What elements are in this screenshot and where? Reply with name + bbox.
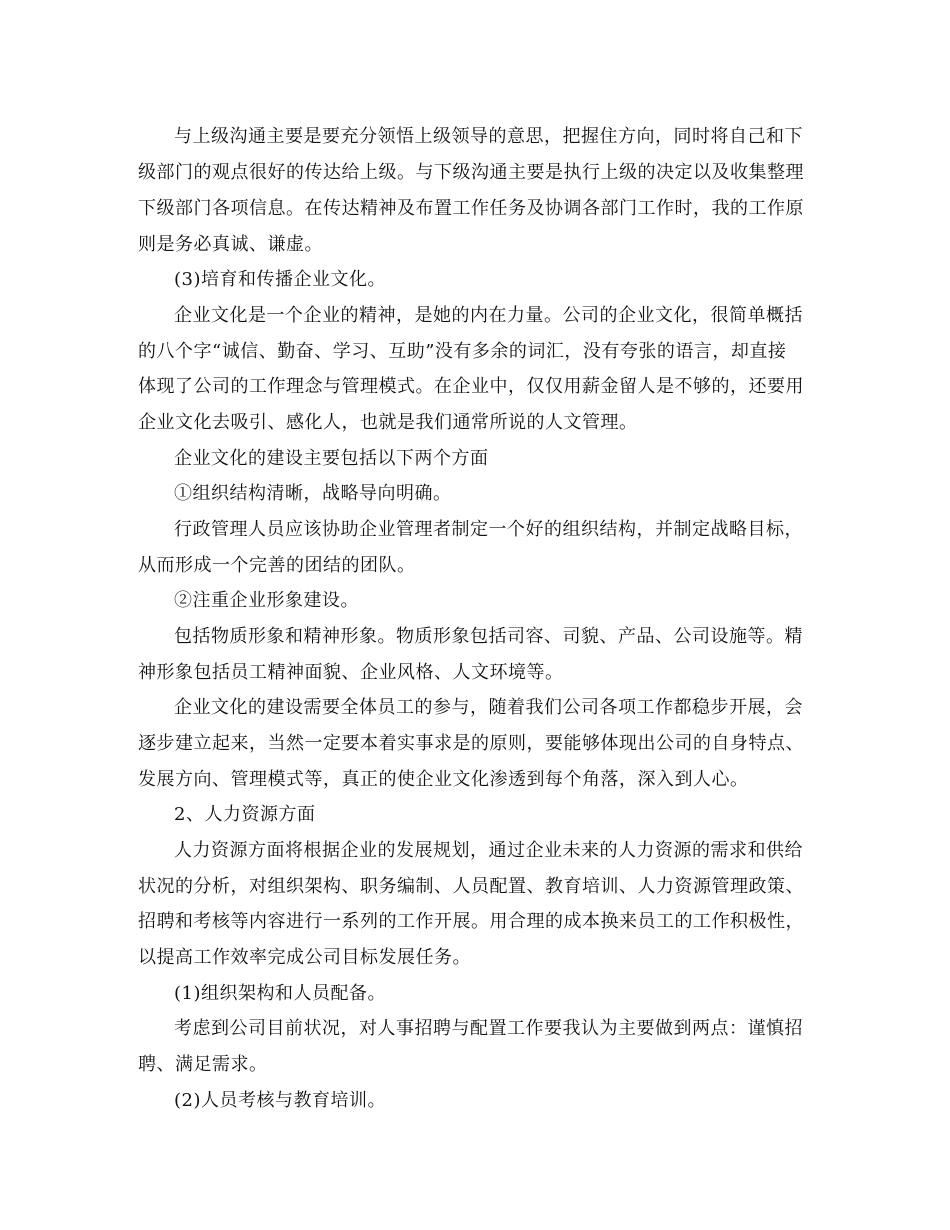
text-line: 神形象包括员工精神面貌、企业风格、人文环境等。 (138, 662, 564, 683)
text-line: 行政管理人员应该协助企业管理者制定一个好的组织结构，并制定战略目标， (174, 519, 803, 540)
text-line: 企业文化是一个企业的精神，是她的内在力量。公司的企业文化，很简单概括 (174, 305, 803, 326)
text-line: 与上级沟通主要是要充分领悟上级领导的意思，把握住方向，同时将自己和下 (174, 126, 803, 147)
text-line: 下级部门各项信息。在传达精神及布置工作任务及协调各部门工作时，我的工作原 (138, 198, 804, 219)
text-line: ①组织结构清晰，战略导向明确。 (174, 483, 452, 504)
text-line: 2、人力资源方面 (174, 804, 316, 825)
text-line: 从而形成一个完善的团结的团队。 (138, 555, 416, 576)
text-line: 的八个字“诚信、勤奋、学习、互助”没有多余的词汇，没有夸张的语言，却直接 (138, 341, 787, 362)
text-line: 企业文化去吸引、感化人，也就是我们通常所说的人文管理。 (138, 412, 638, 433)
text-line: 包括物质形象和精神形象。物质形象包括司容、司貌、产品、公司设施等。精 (174, 626, 803, 647)
text-line: (1)组织架构和人员配备。 (174, 983, 386, 1004)
text-line: 则是务必真诚、谦虚。 (138, 234, 323, 255)
text-line: 状况的分析，对组织架构、职务编制、人员配置、教育培训、人力资源管理政策、 (138, 876, 804, 897)
text-line: 招聘和考核等内容进行一系列的工作开展。用合理的成本换来员工的工作积极性， (138, 911, 804, 932)
text-line: 企业文化的建设需要全体员工的参与，随着我们公司各项工作都稳步开展，会 (174, 697, 803, 718)
text-line: 考虑到公司目前状况，对人事招聘与配置工作要我认为主要做到两点：谨慎招 (174, 1018, 803, 1039)
text-line: 级部门的观点很好的传达给上级。与下级沟通主要是执行上级的决定以及收集整理 (138, 162, 804, 183)
text-line: 体现了公司的工作理念与管理模式。在企业中，仅仅用薪金留人是不够的，还要用 (138, 376, 804, 397)
text-line: 以提高工作效率完成公司目标发展任务。 (138, 947, 471, 968)
text-line: 发展方向、管理模式等，真正的使企业文化渗透到每个角落，深入到人心。 (138, 769, 749, 790)
text-line: 人力资源方面将根据企业的发展规划，通过企业未来的人力资源的需求和供给 (174, 840, 803, 861)
text-line: ②注重企业形象建设。 (174, 590, 359, 611)
document-page (138, 0, 818, 1230)
text-line: 聘、满足需求。 (138, 1054, 268, 1075)
text-line: (2)人员考核与教育培训。 (174, 1090, 386, 1111)
text-line: (3)培育和传播企业文化。 (174, 269, 386, 290)
text-line: 企业文化的建设主要包括以下两个方面 (174, 448, 489, 469)
text-line: 逐步建立起来，当然一定要本着实事求是的原则，要能够体现出公司的自身特点、 (138, 733, 804, 754)
